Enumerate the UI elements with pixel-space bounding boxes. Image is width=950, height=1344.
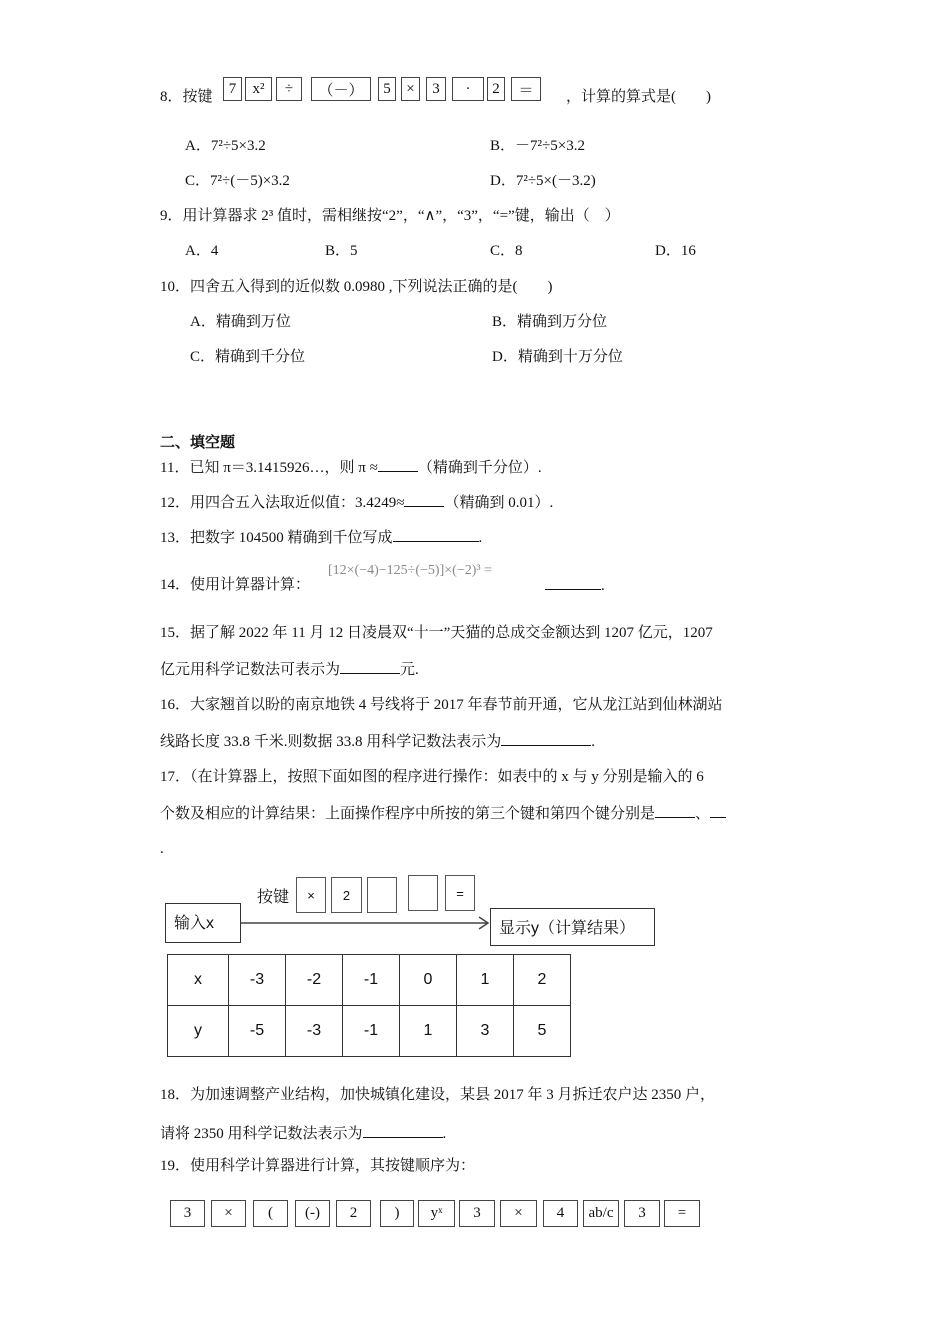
q11: 11．已知 π＝3.1415926…，则 π ≈ （精确到千分位）. xyxy=(160,457,542,478)
table-cell: 5 xyxy=(514,1006,571,1057)
q16-line1: 16．大家翘首以盼的南京地铁 4 号线将于 2017 年春节前开通，它从龙江站到仙林湖站 xyxy=(160,697,723,713)
q15-line2: 亿元用科学记数法可表示为 元. xyxy=(160,659,419,680)
calculator-key: 5 xyxy=(378,77,396,101)
q17-line2: 个数及相应的计算结果：上面操作程序中所按的第三个键和第四个键分别是 、 xyxy=(160,803,726,824)
q8-option-b: B．－7²÷5×3.2 xyxy=(490,138,585,154)
table-cell: -5 xyxy=(229,1006,286,1057)
table-row-x xyxy=(168,955,571,1006)
answer-blank[interactable] xyxy=(404,492,444,507)
table-cell: 1 xyxy=(400,1006,457,1057)
q9-option-d: D．16 xyxy=(655,243,696,259)
answer-blank[interactable] xyxy=(393,527,479,542)
xy-table xyxy=(167,954,571,1057)
q14-prefix: 14．使用计算器计算： xyxy=(160,577,311,593)
calculator-key: 2 xyxy=(487,77,505,101)
calculator-key: = xyxy=(445,875,475,911)
calculator-key: × xyxy=(401,77,420,101)
table-row-y xyxy=(168,1006,571,1057)
q10-text: 10．四舍五入得到的近似数 0.0980 ,下列说法正确的是( ) xyxy=(160,279,553,295)
arrow-icon xyxy=(241,915,491,931)
q9-option-b: B．5 xyxy=(325,243,358,259)
q17-line3: . xyxy=(160,841,164,857)
answer-blank[interactable] xyxy=(545,575,601,590)
calculator-key xyxy=(408,875,438,911)
q8-option-d: D．7²÷5×(－3.2) xyxy=(490,173,596,189)
q16-line2: 线路长度 33.8 千米.则数据 33.8 用科学记数法表示为 . xyxy=(160,731,595,752)
q18-line1: 18．为加速调整产业结构，加快城镇化建设，某县 2017 年 3 月拆迁农户达 2350 户， xyxy=(160,1087,716,1103)
calculator-key: · xyxy=(452,77,484,101)
calculator-key: × xyxy=(296,877,326,913)
q12: 12．用四合五入法取近似值：3.4249≈ （精确到 0.01）. xyxy=(160,492,553,513)
calculator-key: × xyxy=(500,1200,537,1227)
q8-prefix: 8．按键 xyxy=(160,89,213,105)
section-heading: 二、填空题 xyxy=(160,434,236,451)
keys-label: 按键 xyxy=(257,889,290,906)
calculator-key: yˣ xyxy=(418,1200,455,1227)
q9-option-c: C．8 xyxy=(490,243,523,259)
table-header: x xyxy=(168,955,229,1006)
calculator-key: (-) xyxy=(295,1200,330,1227)
q19-text: 19．使用科学计算器进行计算，其按键顺序为： xyxy=(160,1158,476,1174)
calculator-key: 3 xyxy=(426,77,446,101)
q10-option-d: D．精确到十万分位 xyxy=(492,349,623,365)
table-cell: -3 xyxy=(286,1006,343,1057)
calculator-key: 3 xyxy=(459,1200,495,1227)
calculator-key: ab/c xyxy=(583,1200,619,1227)
q10-option-a: A．精确到万位 xyxy=(190,314,291,330)
calculator-key: 4 xyxy=(543,1200,578,1227)
q9-option-a: A．4 xyxy=(185,243,219,259)
calculator-key: = xyxy=(664,1200,700,1227)
table-header: y xyxy=(168,1006,229,1057)
calculator-key: 3 xyxy=(624,1200,660,1227)
q18-line2: 请将 2350 用科学记数法表示为 . xyxy=(160,1123,446,1144)
q10-option-b: B．精确到万分位 xyxy=(492,314,608,330)
answer-blank[interactable] xyxy=(340,659,400,674)
table-cell: -3 xyxy=(229,955,286,1006)
calculator-key: ( xyxy=(253,1200,288,1227)
q8-option-a: A．7²÷5×3.2 xyxy=(185,138,266,154)
answer-blank[interactable] xyxy=(501,731,591,746)
answer-blank[interactable] xyxy=(363,1123,443,1138)
table-cell: 0 xyxy=(400,955,457,1006)
calculator-key: （－） xyxy=(311,77,371,101)
output-box: 显示y（计算结果） xyxy=(490,908,655,946)
calculator-key: ÷ xyxy=(276,77,302,101)
table-cell: 2 xyxy=(514,955,571,1006)
q9-text: 9．用计算器求 2³ 值时，需相继按“2”，“∧”，“3”，“=”键，输出（ ） xyxy=(160,208,620,224)
table-cell: -1 xyxy=(343,955,400,1006)
calculator-key: 2 xyxy=(336,1200,371,1227)
answer-blank[interactable] xyxy=(710,803,726,818)
table-cell: 3 xyxy=(457,1006,514,1057)
q8-suffix: ，计算的算式是( ) xyxy=(566,89,711,105)
calculator-key: ＝ xyxy=(511,77,541,101)
q14-answer: . xyxy=(545,575,605,596)
calculator-key: 3 xyxy=(170,1200,205,1227)
calculator-key: ) xyxy=(380,1200,414,1227)
calculator-key: 2 xyxy=(331,877,362,913)
table-cell: 1 xyxy=(457,955,514,1006)
calculator-key: × xyxy=(211,1200,246,1227)
q14-expression: [12×(−4)−125÷(−5)]×(−2)³ = xyxy=(328,563,492,578)
q10-option-c: C．精确到千分位 xyxy=(190,349,306,365)
input-box: 输入x xyxy=(165,903,241,943)
table-cell: -2 xyxy=(286,955,343,1006)
answer-blank[interactable] xyxy=(655,803,695,818)
answer-blank[interactable] xyxy=(378,457,418,472)
q13: 13．把数字 104500 精确到千位写成 . xyxy=(160,527,482,548)
q15-line1: 15．据了解 2022 年 11 月 12 日凌晨双“十一”天猫的总成交金额达到 1207 亿元，1207 xyxy=(160,625,713,641)
calculator-key: 7 xyxy=(223,77,242,101)
q17-line1: 17．（在计算器上，按照下面如图的程序进行操作：如表中的 x 与 y 分别是输入的 6 xyxy=(160,769,704,785)
calculator-key xyxy=(367,877,397,913)
calculator-key: x² xyxy=(245,77,272,101)
q8-option-c: C．7²÷(－5)×3.2 xyxy=(185,173,290,189)
table-cell: -1 xyxy=(343,1006,400,1057)
